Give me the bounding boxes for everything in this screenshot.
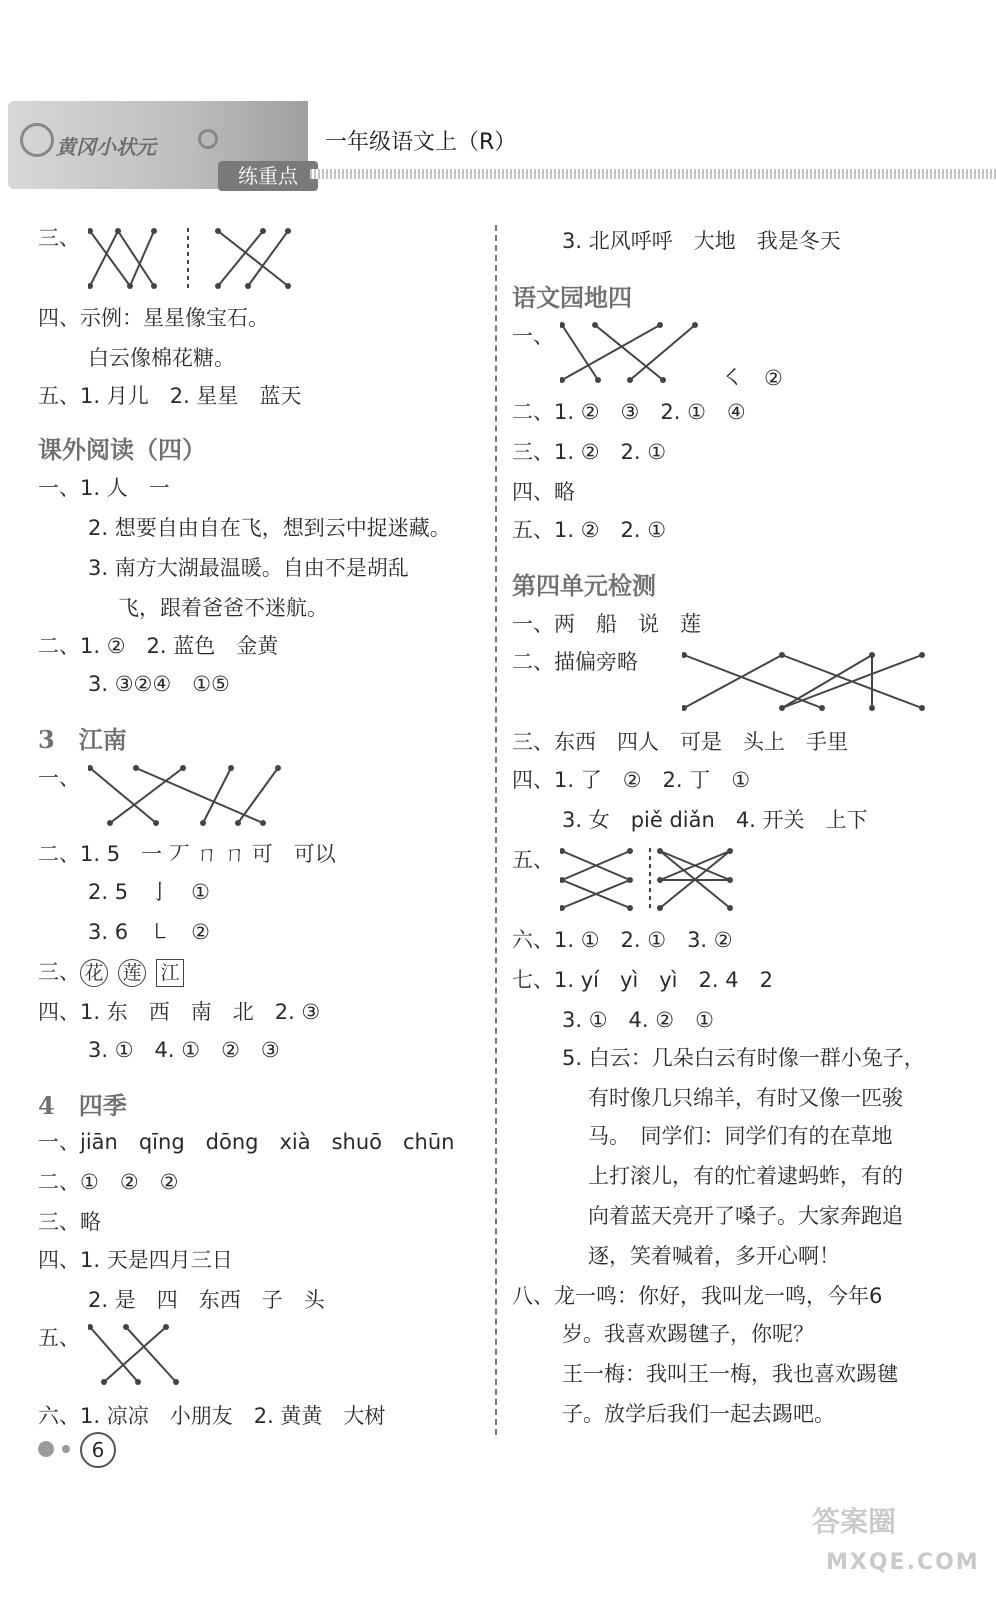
answer-line: 逐，笑着喊着，多开心啊！ xyxy=(588,1244,840,1268)
answer-line: 五、 xyxy=(512,848,554,872)
answer-line: 四、略 xyxy=(512,480,575,504)
answer-line: 四、1. 天是四月三日 xyxy=(38,1248,233,1272)
matching-diagram xyxy=(560,322,710,384)
circled-char: 莲 xyxy=(118,959,146,987)
answer-line: 三、东西 四人 可是 头上 手里 xyxy=(512,730,848,754)
answer-line: 王一梅：我叫王一梅，我也喜欢踢毽 xyxy=(562,1362,898,1386)
series-logo xyxy=(8,101,308,189)
answer-line: 3. ③②④ ①⑤ xyxy=(88,672,230,696)
page-dot-icon xyxy=(62,1445,70,1453)
section-heading: 4 四季 xyxy=(38,1091,127,1120)
answer-line: 一、两 船 说 莲 xyxy=(512,612,701,636)
section-heading: 3 江南 xyxy=(38,725,127,754)
answer-line: 三、略 xyxy=(38,1210,101,1234)
matching-diagram xyxy=(88,765,288,827)
watermark-logo: 答案圈 xyxy=(812,1505,897,1538)
answer-line: 三、 xyxy=(38,226,80,250)
answer-line: 2. 想要自由自在飞，想到云中捉迷藏。 xyxy=(88,516,451,540)
answer-line: 二、1. ② ③ 2. ① ④ xyxy=(512,400,746,424)
answer-line: 白云像棉花糖。 xyxy=(88,346,235,370)
answer-line: 二、1. ② 2. 蓝色 金黄 xyxy=(38,634,279,658)
answer-line: 3. 南方大湖最温暖。自由不是胡乱 xyxy=(88,556,409,580)
answer-line: ㇛ ② xyxy=(722,366,783,390)
answer-line: 二、① ② ② xyxy=(38,1170,179,1194)
answer-line: 5. 白云：几朵白云有时像一群小兔子， xyxy=(562,1046,925,1070)
answer-line: 3. 北风呼呼 大地 我是冬天 xyxy=(562,229,841,253)
page-number: 6 xyxy=(80,1432,116,1468)
answer-line: 马。 同学们：同学们有的在草地 xyxy=(588,1124,893,1148)
section-tab: 练重点 xyxy=(218,161,318,191)
answer-line: 一、 xyxy=(512,324,554,348)
answer-line: 五、 xyxy=(38,1326,80,1350)
header-stripe xyxy=(310,169,996,179)
matching-diagram xyxy=(88,228,303,290)
answer-line: 四、1. 了 ② 2. 丁 ① xyxy=(512,768,751,792)
answer-line: 上打滚儿，有的忙着逮蚂蚱，有的 xyxy=(588,1164,903,1188)
answer-line: 六、1. 凉凉 小朋友 2. 黄黄 大树 xyxy=(38,1404,386,1428)
answer-line: 3. ① 4. ② ① xyxy=(562,1008,714,1032)
page-header xyxy=(0,95,996,195)
answer-line: 子。放学后我们一起去踢吧。 xyxy=(562,1402,835,1426)
logo-text: 黄冈小状元 xyxy=(56,135,156,159)
answer-line: 四、1. 东 西 南 北 2. ③ xyxy=(38,1000,321,1024)
answer-line: 岁。我喜欢踢毽子，你呢？ xyxy=(562,1322,814,1346)
answer-line: 3. 6 ㇄ ② xyxy=(88,920,210,944)
answer-line: 一、1. 人 一 xyxy=(38,476,170,500)
matching-diagram xyxy=(88,1324,208,1386)
section-heading: 第四单元检测 xyxy=(512,571,656,600)
section-heading: 课外阅读（四） xyxy=(38,435,206,464)
answer-line: 二、描偏旁略 xyxy=(512,650,638,674)
answer-line: 2. 是 四 东西 子 头 xyxy=(88,1288,325,1312)
answer-line: 一、jiān qīng dōng xià shuō chūn xyxy=(38,1130,455,1154)
answer-line: 五、1. 月儿 2. 星星 蓝天 xyxy=(38,384,302,408)
answer-line: 向着蓝天亮开了嗓子。大家奔跑追 xyxy=(588,1204,903,1228)
section-heading: 语文园地四 xyxy=(512,283,632,312)
page-dot-icon xyxy=(38,1441,54,1457)
answer-line: 一、 xyxy=(38,766,80,790)
answer-line: 五、1. ② 2. ① xyxy=(512,518,667,542)
answer-line: 飞，跟着爸爸不迷航。 xyxy=(118,596,328,620)
boxed-char: 江 xyxy=(156,959,184,987)
answer-line: 3. 女 piě diǎn 4. 开关 上下 xyxy=(562,808,868,832)
answer-line: 七、1. yí yì yì 2. 4 2 xyxy=(512,968,773,992)
watermark-url: MXQE.COM xyxy=(826,1550,980,1575)
book-title: 一年级语文上（R） xyxy=(325,130,517,155)
answer-line: 3. ① 4. ① ② ③ xyxy=(88,1038,280,1062)
circled-char: 花 xyxy=(80,959,108,987)
matching-diagram xyxy=(560,848,740,912)
answer-line: 三、1. ② 2. ① xyxy=(512,440,667,464)
answer-line xyxy=(38,956,194,987)
answer-line: 八、龙一鸣：你好，我叫龙一鸣，今年6 xyxy=(512,1284,883,1308)
matching-diagram xyxy=(682,650,932,712)
column-divider xyxy=(495,225,497,1435)
answer-line: 四、示例：星星像宝石。 xyxy=(38,306,269,330)
answer-line: 2. 5 亅 ① xyxy=(88,880,210,904)
answer-label: 三、 xyxy=(38,960,80,984)
answer-line: 六、1. ① 2. ① 3. ② xyxy=(512,928,733,952)
decorative-circle-icon xyxy=(20,123,54,157)
answer-line: 有时像几只绵羊，有时又像一匹骏 xyxy=(588,1086,903,1110)
answer-line: 二、1. 5 一 丆 ㄇ ㄇ 可 可以 xyxy=(38,842,336,866)
decorative-circle-icon xyxy=(198,129,218,149)
